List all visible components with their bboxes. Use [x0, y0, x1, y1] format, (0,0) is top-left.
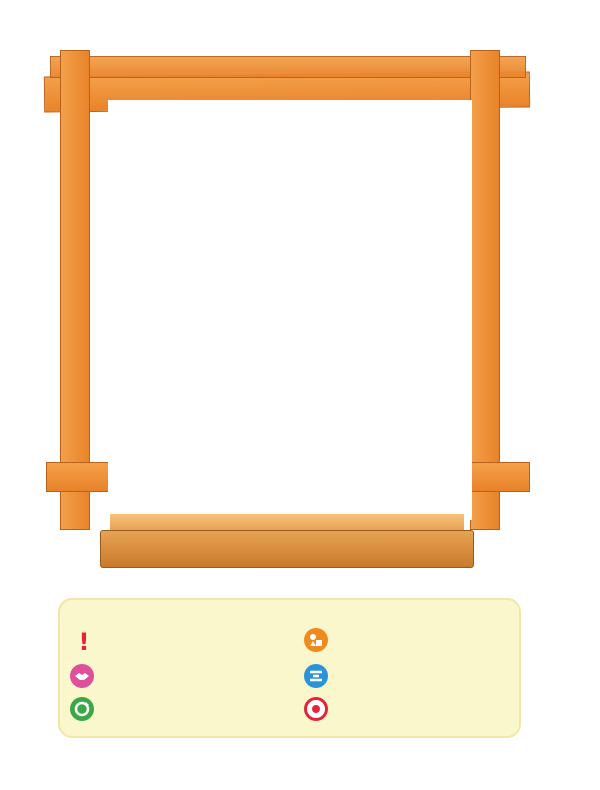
compare-icon: [304, 664, 328, 688]
handshake-icon: [70, 664, 94, 688]
legend-box: [58, 598, 521, 738]
text-panel: [108, 100, 472, 520]
ruler-top-back: [50, 56, 526, 78]
abacus-base: [100, 530, 474, 568]
ruler-left: [60, 50, 90, 530]
ruler-right-ticks: [471, 51, 501, 531]
exclamation-icon: !: [78, 628, 90, 656]
ruler-right: [470, 50, 500, 530]
sun-gear-icon: [304, 697, 328, 721]
shapes-icon: [304, 628, 328, 652]
cycle-arrows-icon: [70, 697, 94, 721]
ruler-left-ticks: [61, 51, 91, 531]
